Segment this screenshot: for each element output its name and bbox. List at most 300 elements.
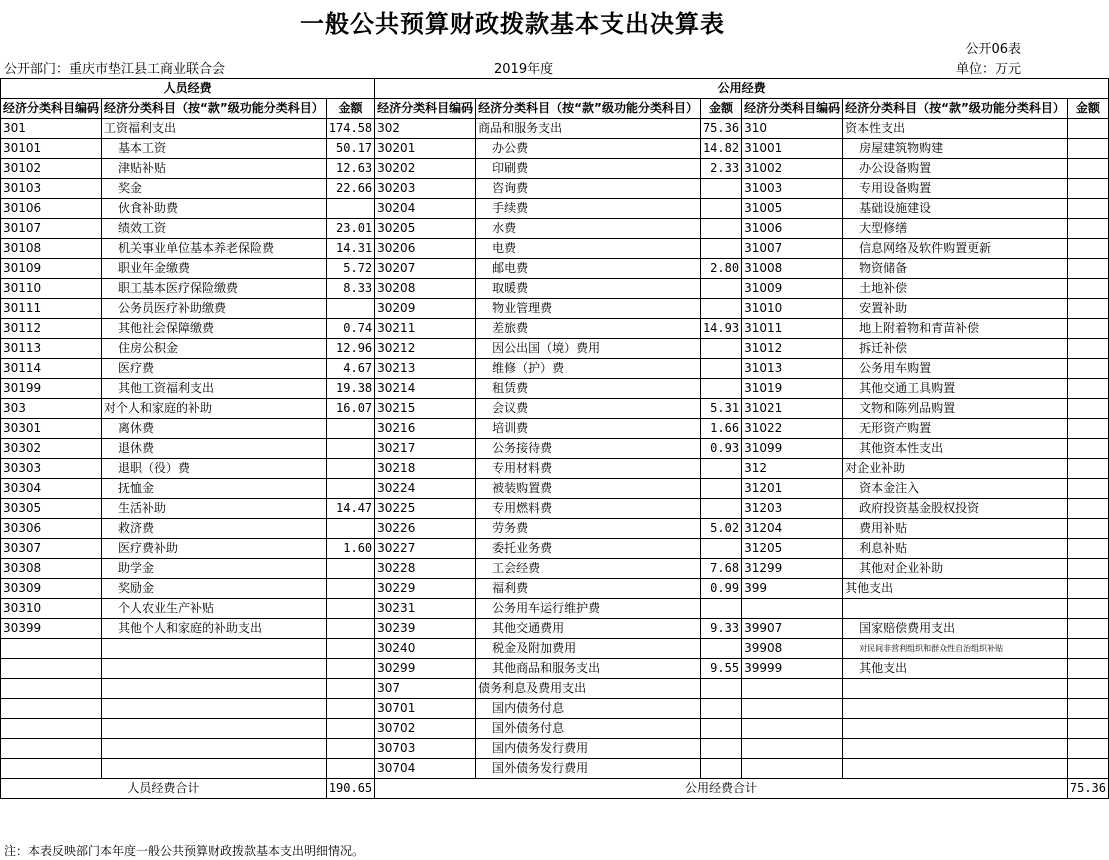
name-cell: 医疗费补助 <box>102 539 327 559</box>
amount-cell: 12.96 <box>326 339 374 359</box>
table-row <box>1 139 1109 159</box>
table-row <box>1 359 1109 379</box>
name-cell: 个人农业生产补贴 <box>102 599 327 619</box>
code-cell: 31203 <box>742 499 843 519</box>
code-cell: 31099 <box>742 439 843 459</box>
name-cell: 无形资产购置 <box>843 419 1068 439</box>
amount-cell <box>1067 179 1108 199</box>
name-cell: 专用材料费 <box>476 459 701 479</box>
amount-cell <box>1067 479 1108 499</box>
amount-cell <box>326 599 374 619</box>
amount-cell <box>1067 379 1108 399</box>
name-cell: 维修（护）费 <box>476 359 701 379</box>
name-cell: 办公费 <box>476 139 701 159</box>
amount-cell <box>1067 299 1108 319</box>
amount-cell <box>700 599 741 619</box>
form-number: 公开06表 <box>965 42 1021 57</box>
name-cell: 手续费 <box>476 199 701 219</box>
code-cell: 30299 <box>375 659 476 679</box>
code-header: 经济分类科目编码 <box>375 99 476 119</box>
table-row <box>1 179 1109 199</box>
name-cell: 工资福利支出 <box>102 119 327 139</box>
name-cell: 培训费 <box>476 419 701 439</box>
amount-cell <box>700 759 741 779</box>
amount-cell <box>1067 119 1108 139</box>
name-cell: 拆迁补偿 <box>843 339 1068 359</box>
amount-cell <box>1067 679 1108 699</box>
table-row <box>1 639 1109 659</box>
code-cell <box>742 739 843 759</box>
name-cell: 物资储备 <box>843 259 1068 279</box>
name-cell <box>102 719 327 739</box>
totals-row <box>1 779 1109 799</box>
name-cell: 资本金注入 <box>843 479 1068 499</box>
code-cell: 30213 <box>375 359 476 379</box>
code-cell: 30227 <box>375 539 476 559</box>
amount-cell <box>1067 579 1108 599</box>
name-cell: 邮电费 <box>476 259 701 279</box>
code-cell: 30703 <box>375 739 476 759</box>
amount-cell: 0.74 <box>326 319 374 339</box>
name-cell: 其他社会保障缴费 <box>102 319 327 339</box>
amount-cell <box>700 699 741 719</box>
amount-cell <box>700 719 741 739</box>
amount-cell: 16.07 <box>326 399 374 419</box>
name-cell: 其他支出 <box>843 659 1068 679</box>
name-cell: 助学金 <box>102 559 327 579</box>
amount-cell: 1.60 <box>326 539 374 559</box>
name-cell <box>102 759 327 779</box>
name-cell: 税金及附加费用 <box>476 639 701 659</box>
amount-cell <box>326 419 374 439</box>
amount-cell <box>700 339 741 359</box>
code-cell: 30306 <box>1 519 102 539</box>
year-label: 2019年度 <box>494 62 554 77</box>
table-row <box>1 519 1109 539</box>
code-cell <box>742 599 843 619</box>
code-cell: 30702 <box>375 719 476 739</box>
name-cell: 奖励金 <box>102 579 327 599</box>
code-cell: 30309 <box>1 579 102 599</box>
amount-cell: 7.68 <box>700 559 741 579</box>
amount-cell: 14.93 <box>700 319 741 339</box>
code-header: 经济分类科目编码 <box>1 99 102 119</box>
name-cell: 绩效工资 <box>102 219 327 239</box>
public-total-value: 75.36 <box>1067 779 1108 799</box>
amount-cell <box>326 759 374 779</box>
table-row <box>1 619 1109 639</box>
code-cell: 31011 <box>742 319 843 339</box>
amount-cell <box>1067 159 1108 179</box>
amount-cell: 9.55 <box>700 659 741 679</box>
name-cell: 国外债务付息 <box>476 719 701 739</box>
name-cell: 其他商品和服务支出 <box>476 659 701 679</box>
code-cell: 30212 <box>375 339 476 359</box>
name-cell: 国外债务发行费用 <box>476 759 701 779</box>
amount-cell: 14.47 <box>326 499 374 519</box>
amount-cell: 174.58 <box>326 119 374 139</box>
name-cell: 公务用车运行维护费 <box>476 599 701 619</box>
table-row <box>1 219 1109 239</box>
amount-cell <box>700 679 741 699</box>
name-cell: 国内债务付息 <box>476 699 701 719</box>
name-cell: 物业管理费 <box>476 299 701 319</box>
name-cell <box>843 699 1068 719</box>
amount-cell <box>326 479 374 499</box>
code-cell: 39907 <box>742 619 843 639</box>
code-cell: 30201 <box>375 139 476 159</box>
amount-header: 金额 <box>700 99 741 119</box>
code-cell: 399 <box>742 579 843 599</box>
name-cell: 职工基本医疗保险缴费 <box>102 279 327 299</box>
name-cell: 救济费 <box>102 519 327 539</box>
amount-cell: 0.93 <box>700 439 741 459</box>
name-header: 经济分类科目（按“款”级功能分类科目） <box>843 99 1068 119</box>
amount-cell: 22.66 <box>326 179 374 199</box>
name-cell: 租赁费 <box>476 379 701 399</box>
table-row <box>1 719 1109 739</box>
code-cell: 30209 <box>375 299 476 319</box>
code-cell: 30239 <box>375 619 476 639</box>
name-cell: 专用燃料费 <box>476 499 701 519</box>
expenditure-table <box>0 78 1109 799</box>
amount-header: 金额 <box>326 99 374 119</box>
name-cell: 大型修缮 <box>843 219 1068 239</box>
amount-cell <box>1067 359 1108 379</box>
code-cell: 31299 <box>742 559 843 579</box>
amount-cell <box>700 539 741 559</box>
amount-cell: 23.01 <box>326 219 374 239</box>
code-cell: 30109 <box>1 259 102 279</box>
amount-cell <box>1067 139 1108 159</box>
code-cell: 30101 <box>1 139 102 159</box>
name-cell: 津贴补贴 <box>102 159 327 179</box>
code-cell: 31008 <box>742 259 843 279</box>
code-cell: 39999 <box>742 659 843 679</box>
code-cell <box>742 719 843 739</box>
name-cell: 其他个人和家庭的补助支出 <box>102 619 327 639</box>
code-cell <box>1 759 102 779</box>
code-cell: 31019 <box>742 379 843 399</box>
code-cell: 30203 <box>375 179 476 199</box>
name-cell: 退休费 <box>102 439 327 459</box>
amount-cell <box>1067 459 1108 479</box>
amount-cell <box>1067 719 1108 739</box>
code-cell: 30301 <box>1 419 102 439</box>
amount-cell <box>1067 739 1108 759</box>
name-cell: 差旅费 <box>476 319 701 339</box>
amount-cell <box>700 499 741 519</box>
name-cell: 基本工资 <box>102 139 327 159</box>
name-cell: 国内债务发行费用 <box>476 739 701 759</box>
name-cell: 抚恤金 <box>102 479 327 499</box>
code-cell <box>1 719 102 739</box>
amount-cell <box>1067 279 1108 299</box>
amount-cell <box>1067 599 1108 619</box>
amount-cell: 9.33 <box>700 619 741 639</box>
name-cell: 地上附着物和青苗补偿 <box>843 319 1068 339</box>
code-cell: 30199 <box>1 379 102 399</box>
code-cell: 30107 <box>1 219 102 239</box>
code-cell: 30308 <box>1 559 102 579</box>
table-row <box>1 459 1109 479</box>
page-title: 一般公共预算财政拨款基本支出决算表 <box>300 10 725 38</box>
amount-cell <box>700 299 741 319</box>
code-cell <box>1 739 102 759</box>
code-cell: 30240 <box>375 639 476 659</box>
code-cell: 30704 <box>375 759 476 779</box>
name-cell: 奖金 <box>102 179 327 199</box>
name-cell: 利息补贴 <box>843 539 1068 559</box>
code-cell: 31022 <box>742 419 843 439</box>
name-cell <box>843 739 1068 759</box>
name-cell: 劳务费 <box>476 519 701 539</box>
amount-cell: 14.31 <box>326 239 374 259</box>
code-cell: 312 <box>742 459 843 479</box>
amount-cell <box>326 619 374 639</box>
amount-cell <box>326 639 374 659</box>
code-cell <box>1 679 102 699</box>
amount-cell <box>700 479 741 499</box>
code-cell: 30106 <box>1 199 102 219</box>
code-cell: 31002 <box>742 159 843 179</box>
table-row <box>1 439 1109 459</box>
table-row <box>1 539 1109 559</box>
code-cell: 31012 <box>742 339 843 359</box>
amount-cell <box>700 459 741 479</box>
code-cell: 30399 <box>1 619 102 639</box>
amount-cell <box>1067 519 1108 539</box>
code-cell: 30304 <box>1 479 102 499</box>
code-cell: 30307 <box>1 539 102 559</box>
name-cell: 资本性支出 <box>843 119 1068 139</box>
name-cell: 机关事业单位基本养老保险费 <box>102 239 327 259</box>
amount-cell <box>1067 499 1108 519</box>
name-cell <box>843 759 1068 779</box>
name-cell <box>843 599 1068 619</box>
amount-cell: 2.80 <box>700 259 741 279</box>
name-cell: 退职（役）费 <box>102 459 327 479</box>
name-cell: 政府投资基金股权投资 <box>843 499 1068 519</box>
name-cell <box>102 679 327 699</box>
code-cell: 30225 <box>375 499 476 519</box>
name-cell: 其他交通工具购置 <box>843 379 1068 399</box>
table-row <box>1 699 1109 719</box>
code-cell: 30226 <box>375 519 476 539</box>
code-cell: 30208 <box>375 279 476 299</box>
name-cell: 其他资本性支出 <box>843 439 1068 459</box>
code-cell: 31013 <box>742 359 843 379</box>
code-cell: 30113 <box>1 339 102 359</box>
table-row <box>1 259 1109 279</box>
amount-cell <box>700 279 741 299</box>
amount-cell <box>1067 419 1108 439</box>
amount-cell <box>700 379 741 399</box>
amount-cell <box>326 719 374 739</box>
public-total-label: 公用经费合计 <box>375 779 1068 799</box>
amount-cell <box>326 459 374 479</box>
amount-cell <box>1067 399 1108 419</box>
code-header: 经济分类科目编码 <box>742 99 843 119</box>
amount-cell <box>700 739 741 759</box>
amount-cell <box>326 659 374 679</box>
amount-cell <box>326 739 374 759</box>
amount-cell <box>1067 199 1108 219</box>
name-cell: 福利费 <box>476 579 701 599</box>
amount-cell <box>700 179 741 199</box>
code-cell: 39908 <box>742 639 843 659</box>
name-cell: 专用设备购置 <box>843 179 1068 199</box>
code-cell: 31007 <box>742 239 843 259</box>
name-cell: 商品和服务支出 <box>476 119 701 139</box>
name-cell: 印刷费 <box>476 159 701 179</box>
name-cell: 职业年金缴费 <box>102 259 327 279</box>
code-cell: 31005 <box>742 199 843 219</box>
amount-cell <box>1067 319 1108 339</box>
unit-label: 单位：万元 <box>955 62 1021 77</box>
amount-cell <box>326 519 374 539</box>
name-cell: 基础设施建设 <box>843 199 1068 219</box>
name-cell <box>102 659 327 679</box>
code-cell <box>1 699 102 719</box>
code-cell: 30214 <box>375 379 476 399</box>
amount-cell <box>326 699 374 719</box>
personnel-total-value: 190.65 <box>326 779 374 799</box>
code-cell: 30215 <box>375 399 476 419</box>
table-row <box>1 379 1109 399</box>
name-cell: 其他对企业补助 <box>843 559 1068 579</box>
code-cell: 310 <box>742 119 843 139</box>
table-row <box>1 399 1109 419</box>
name-cell: 对个人和家庭的补助 <box>102 399 327 419</box>
name-cell: 离休费 <box>102 419 327 439</box>
code-cell: 30303 <box>1 459 102 479</box>
amount-cell <box>1067 539 1108 559</box>
name-cell: 国家赔偿费用支出 <box>843 619 1068 639</box>
code-cell: 30108 <box>1 239 102 259</box>
name-cell: 土地补偿 <box>843 279 1068 299</box>
code-cell: 30205 <box>375 219 476 239</box>
amount-cell: 12.63 <box>326 159 374 179</box>
amount-cell: 19.38 <box>326 379 374 399</box>
name-cell: 办公设备购置 <box>843 159 1068 179</box>
amount-cell <box>1067 259 1108 279</box>
name-cell: 公务接待费 <box>476 439 701 459</box>
name-cell: 电费 <box>476 239 701 259</box>
amount-cell: 5.72 <box>326 259 374 279</box>
code-cell: 30228 <box>375 559 476 579</box>
name-cell: 被装购置费 <box>476 479 701 499</box>
code-cell <box>742 679 843 699</box>
name-cell: 文物和陈列品购置 <box>843 399 1068 419</box>
code-cell: 30217 <box>375 439 476 459</box>
code-cell: 30701 <box>375 699 476 719</box>
amount-cell <box>700 639 741 659</box>
name-cell: 对民间非营利组织和群众性自治组织补贴 <box>843 639 1068 659</box>
code-cell: 303 <box>1 399 102 419</box>
table-row <box>1 479 1109 499</box>
amount-cell <box>700 199 741 219</box>
table-row <box>1 419 1109 439</box>
code-cell: 31001 <box>742 139 843 159</box>
code-cell: 30305 <box>1 499 102 519</box>
name-cell: 安置补助 <box>843 299 1068 319</box>
amount-cell: 75.36 <box>700 119 741 139</box>
amount-cell <box>326 439 374 459</box>
amount-cell <box>326 199 374 219</box>
code-cell: 30211 <box>375 319 476 339</box>
table-row <box>1 679 1109 699</box>
code-cell: 30103 <box>1 179 102 199</box>
code-cell: 307 <box>375 679 476 699</box>
table-row <box>1 599 1109 619</box>
amount-cell <box>1067 219 1108 239</box>
name-cell: 对企业补助 <box>843 459 1068 479</box>
name-cell: 咨询费 <box>476 179 701 199</box>
name-cell <box>102 639 327 659</box>
code-cell: 30216 <box>375 419 476 439</box>
table-row <box>1 759 1109 779</box>
code-cell: 31205 <box>742 539 843 559</box>
amount-cell: 5.02 <box>700 519 741 539</box>
name-cell: 生活补助 <box>102 499 327 519</box>
code-cell <box>742 759 843 779</box>
table-row <box>1 279 1109 299</box>
name-cell: 工会经费 <box>476 559 701 579</box>
amount-cell <box>700 239 741 259</box>
amount-cell: 50.17 <box>326 139 374 159</box>
table-row <box>1 499 1109 519</box>
department-label: 公开部门：重庆市垫江县工商业联合会 <box>4 62 226 77</box>
code-cell: 30310 <box>1 599 102 619</box>
personnel-header: 人员经费 <box>1 79 375 99</box>
amount-cell <box>1067 559 1108 579</box>
code-cell: 30207 <box>375 259 476 279</box>
table-row <box>1 159 1109 179</box>
public-header: 公用经费 <box>375 79 1109 99</box>
amount-cell: 1.66 <box>700 419 741 439</box>
code-cell: 30111 <box>1 299 102 319</box>
amount-cell <box>326 299 374 319</box>
name-cell <box>843 679 1068 699</box>
amount-cell <box>1067 699 1108 719</box>
personnel-total-label: 人员经费合计 <box>1 779 327 799</box>
name-cell: 住房公积金 <box>102 339 327 359</box>
table-row <box>1 659 1109 679</box>
code-cell: 30204 <box>375 199 476 219</box>
name-cell: 其他支出 <box>843 579 1068 599</box>
amount-cell <box>1067 659 1108 679</box>
name-cell: 公务员医疗补助缴费 <box>102 299 327 319</box>
amount-cell: 14.82 <box>700 139 741 159</box>
amount-cell <box>1067 639 1108 659</box>
amount-cell <box>1067 619 1108 639</box>
code-cell: 30102 <box>1 159 102 179</box>
footnote: 注：本表反映部门本年度一般公共预算财政拨款基本支出明细情况。 <box>4 844 365 858</box>
code-cell <box>1 659 102 679</box>
amount-cell <box>1067 759 1108 779</box>
amount-cell: 5.31 <box>700 399 741 419</box>
amount-cell <box>700 219 741 239</box>
code-cell: 31003 <box>742 179 843 199</box>
code-cell: 31021 <box>742 399 843 419</box>
name-cell: 债务利息及费用支出 <box>476 679 701 699</box>
table-row <box>1 199 1109 219</box>
code-cell: 30231 <box>375 599 476 619</box>
table-row <box>1 559 1109 579</box>
name-cell: 公务用车购置 <box>843 359 1068 379</box>
name-cell: 伙食补助费 <box>102 199 327 219</box>
